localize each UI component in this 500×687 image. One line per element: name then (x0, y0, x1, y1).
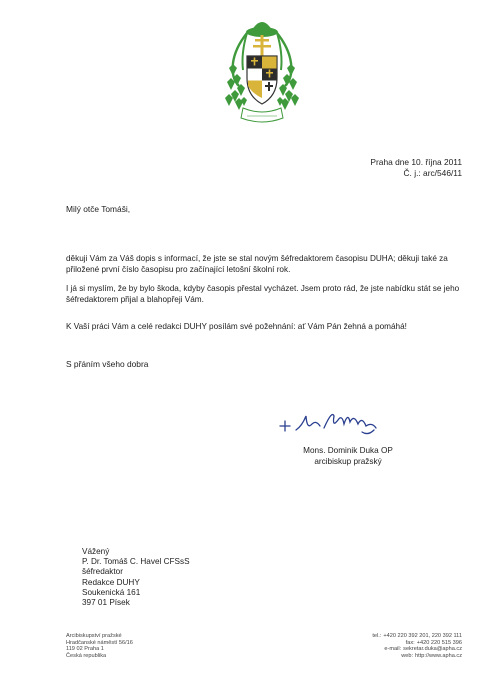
paragraph-1: děkuji Vám za Váš dopis s informací, že jste se stal novým šéfredaktorem časopisu DUHA; děkuji také za přiložené první číslo časopisu pro začínající letošní školní rok. (66, 254, 448, 275)
footer-line: 119 02 Praha 1 (66, 646, 104, 653)
contact-label: fax: (405, 639, 415, 646)
contact-phone (372, 633, 462, 640)
footer-line: Hradčanské náměstí 56/16 (66, 639, 133, 646)
letter-date: Praha dne 10. října 2011 (370, 157, 462, 167)
footer-sender-address (66, 633, 133, 660)
signer-title: arcibiskup pražský (314, 456, 382, 466)
contact-value: +420 220 392 201, 220 392 111 (383, 633, 462, 639)
address-line: Soukenická 161 (82, 587, 141, 597)
contact-email (372, 646, 462, 653)
signer-name: Mons. Dominik Duka OP (303, 446, 393, 455)
address-line: Vážený (82, 547, 110, 556)
signer-block (288, 446, 408, 467)
date-reference-block (370, 157, 462, 179)
paragraph-2: I já si myslím, že by bylo škoda, kdyby časopis přestal vycházet. Jsem proto rád, že jste nabídku stát se jeho šéfredaktorem přijal a blahopřeji Vám. (66, 284, 460, 305)
coat-of-arms-icon (225, 8, 299, 143)
contact-label: tel.: (372, 633, 382, 639)
address-line: P. Dr. Tomáš C. Havel CFSsS (82, 557, 190, 567)
recipient-address (82, 547, 190, 608)
footer-line: Česká republika (66, 653, 107, 660)
closing: S přáním všeho dobra (66, 359, 149, 369)
contact-value: sekretar.duka@apha.cz (403, 646, 462, 653)
contact-value: +420 220 515 396 (416, 639, 462, 646)
salutation: Milý otče Tomáši, (66, 204, 131, 214)
footer-line: Arcibiskupství pražské (66, 633, 122, 639)
address-line: 397 01 Písek (82, 598, 130, 608)
contact-fax (372, 640, 462, 647)
contact-label: e-mail: (384, 646, 402, 653)
contact-label: web: (401, 653, 414, 660)
reference-number: Č. j.: arc/546/11 (403, 168, 462, 178)
paragraph-3: K Vaší práci Vám a celé redakci DUHY posílám své požehnání: ať Vám Pán žehná a pomáhá! (66, 322, 407, 331)
contact-value: http://www.apha.cz (415, 653, 462, 660)
address-line: Redakce DUHY (82, 577, 140, 587)
footer-contacts (372, 633, 462, 660)
handwritten-signature (276, 402, 384, 438)
contact-web (372, 653, 462, 660)
address-line: šéfredaktor (82, 567, 123, 577)
